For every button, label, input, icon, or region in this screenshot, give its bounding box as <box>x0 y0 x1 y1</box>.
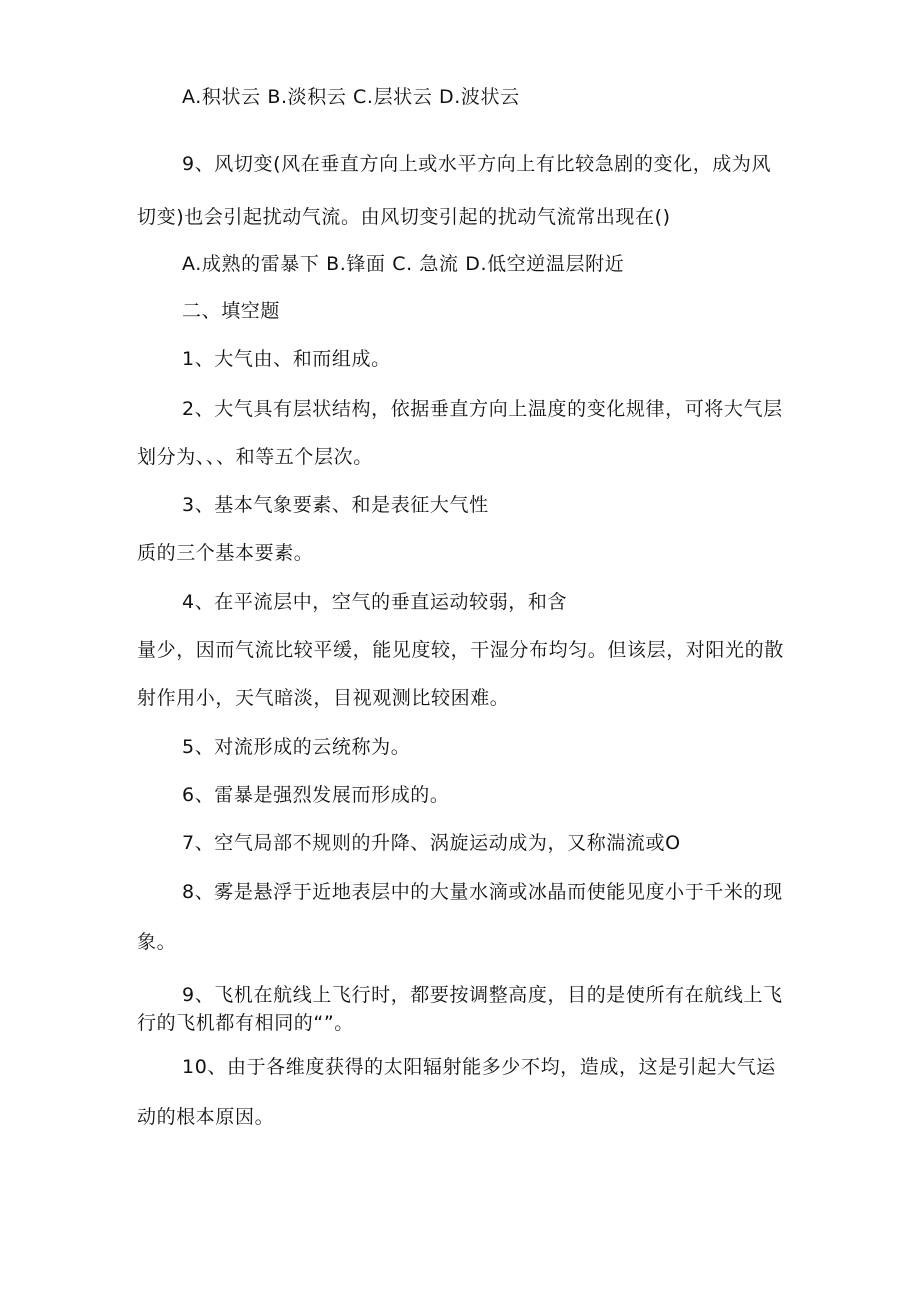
options-q8: A.积状云 B.淡积云 C.层状云 D.波状云 <box>182 86 520 108</box>
fill-question-6: 6、雷暴是强烈发展而形成的。 <box>182 784 450 806</box>
question-9-line-2: 切变)也会引起扰动气流。由风切变引起的扰动气流常出现在() <box>137 206 671 228</box>
fill-question-9-line-1: 9、飞机在航线上飞行时，都要按调整高度，目的是使所有在航线上飞 <box>182 984 783 1006</box>
fill-question-8-line-1: 8、雾是悬浮于近地表层中的大量水滴或冰晶而使能见度小于千米的现 <box>182 881 783 903</box>
fill-question-10-line-2: 动的根本原因。 <box>137 1106 275 1128</box>
fill-question-4-line-1: 4、在平流层中，空气的垂直运动较弱，和含 <box>182 591 568 613</box>
fill-question-10-line-1: 10、由于各维度获得的太阳辐射能多少不均，造成，这是引起大气运 <box>182 1056 776 1078</box>
fill-question-3-line-2: 质的三个基本要素。 <box>137 542 314 564</box>
fill-question-5: 5、对流形成的云统称为。 <box>182 736 411 758</box>
fill-question-9-line-2: 行的飞机都有相同的“”。 <box>137 1012 354 1034</box>
fill-question-8-line-2: 象。 <box>137 931 177 953</box>
fill-question-1: 1、大气由、和而组成。 <box>182 348 391 370</box>
fill-question-4-line-2: 量少，因而气流比较平缓，能见度较，干湿分布均匀。但该层，对阳光的散 <box>137 639 784 661</box>
section-heading: 二、填空题 <box>182 300 281 322</box>
fill-question-4-line-3: 射作用小，天气暗淡，目视观测比较困难。 <box>137 687 510 709</box>
question-9-line-1: 9、风切变(风在垂直方向上或水平方向上有比较急剧的变化，成为风 <box>182 153 772 175</box>
fill-question-2-line-2: 划分为、、、和等五个层次。 <box>137 446 373 468</box>
options-q9: A.成熟的雷暴下 B.锋面 C. 急流 D.低空逆温层附近 <box>182 253 625 275</box>
fill-question-2-line-1: 2、大气具有层状结构，依据垂直方向上温度的变化规律，可将大气层 <box>182 398 783 420</box>
fill-question-3-line-1: 3、基本气象要素、和是表征大气性 <box>182 494 489 516</box>
fill-question-7: 7、空气局部不规则的升降、涡旋运动成为，又称湍流或O <box>182 832 681 854</box>
